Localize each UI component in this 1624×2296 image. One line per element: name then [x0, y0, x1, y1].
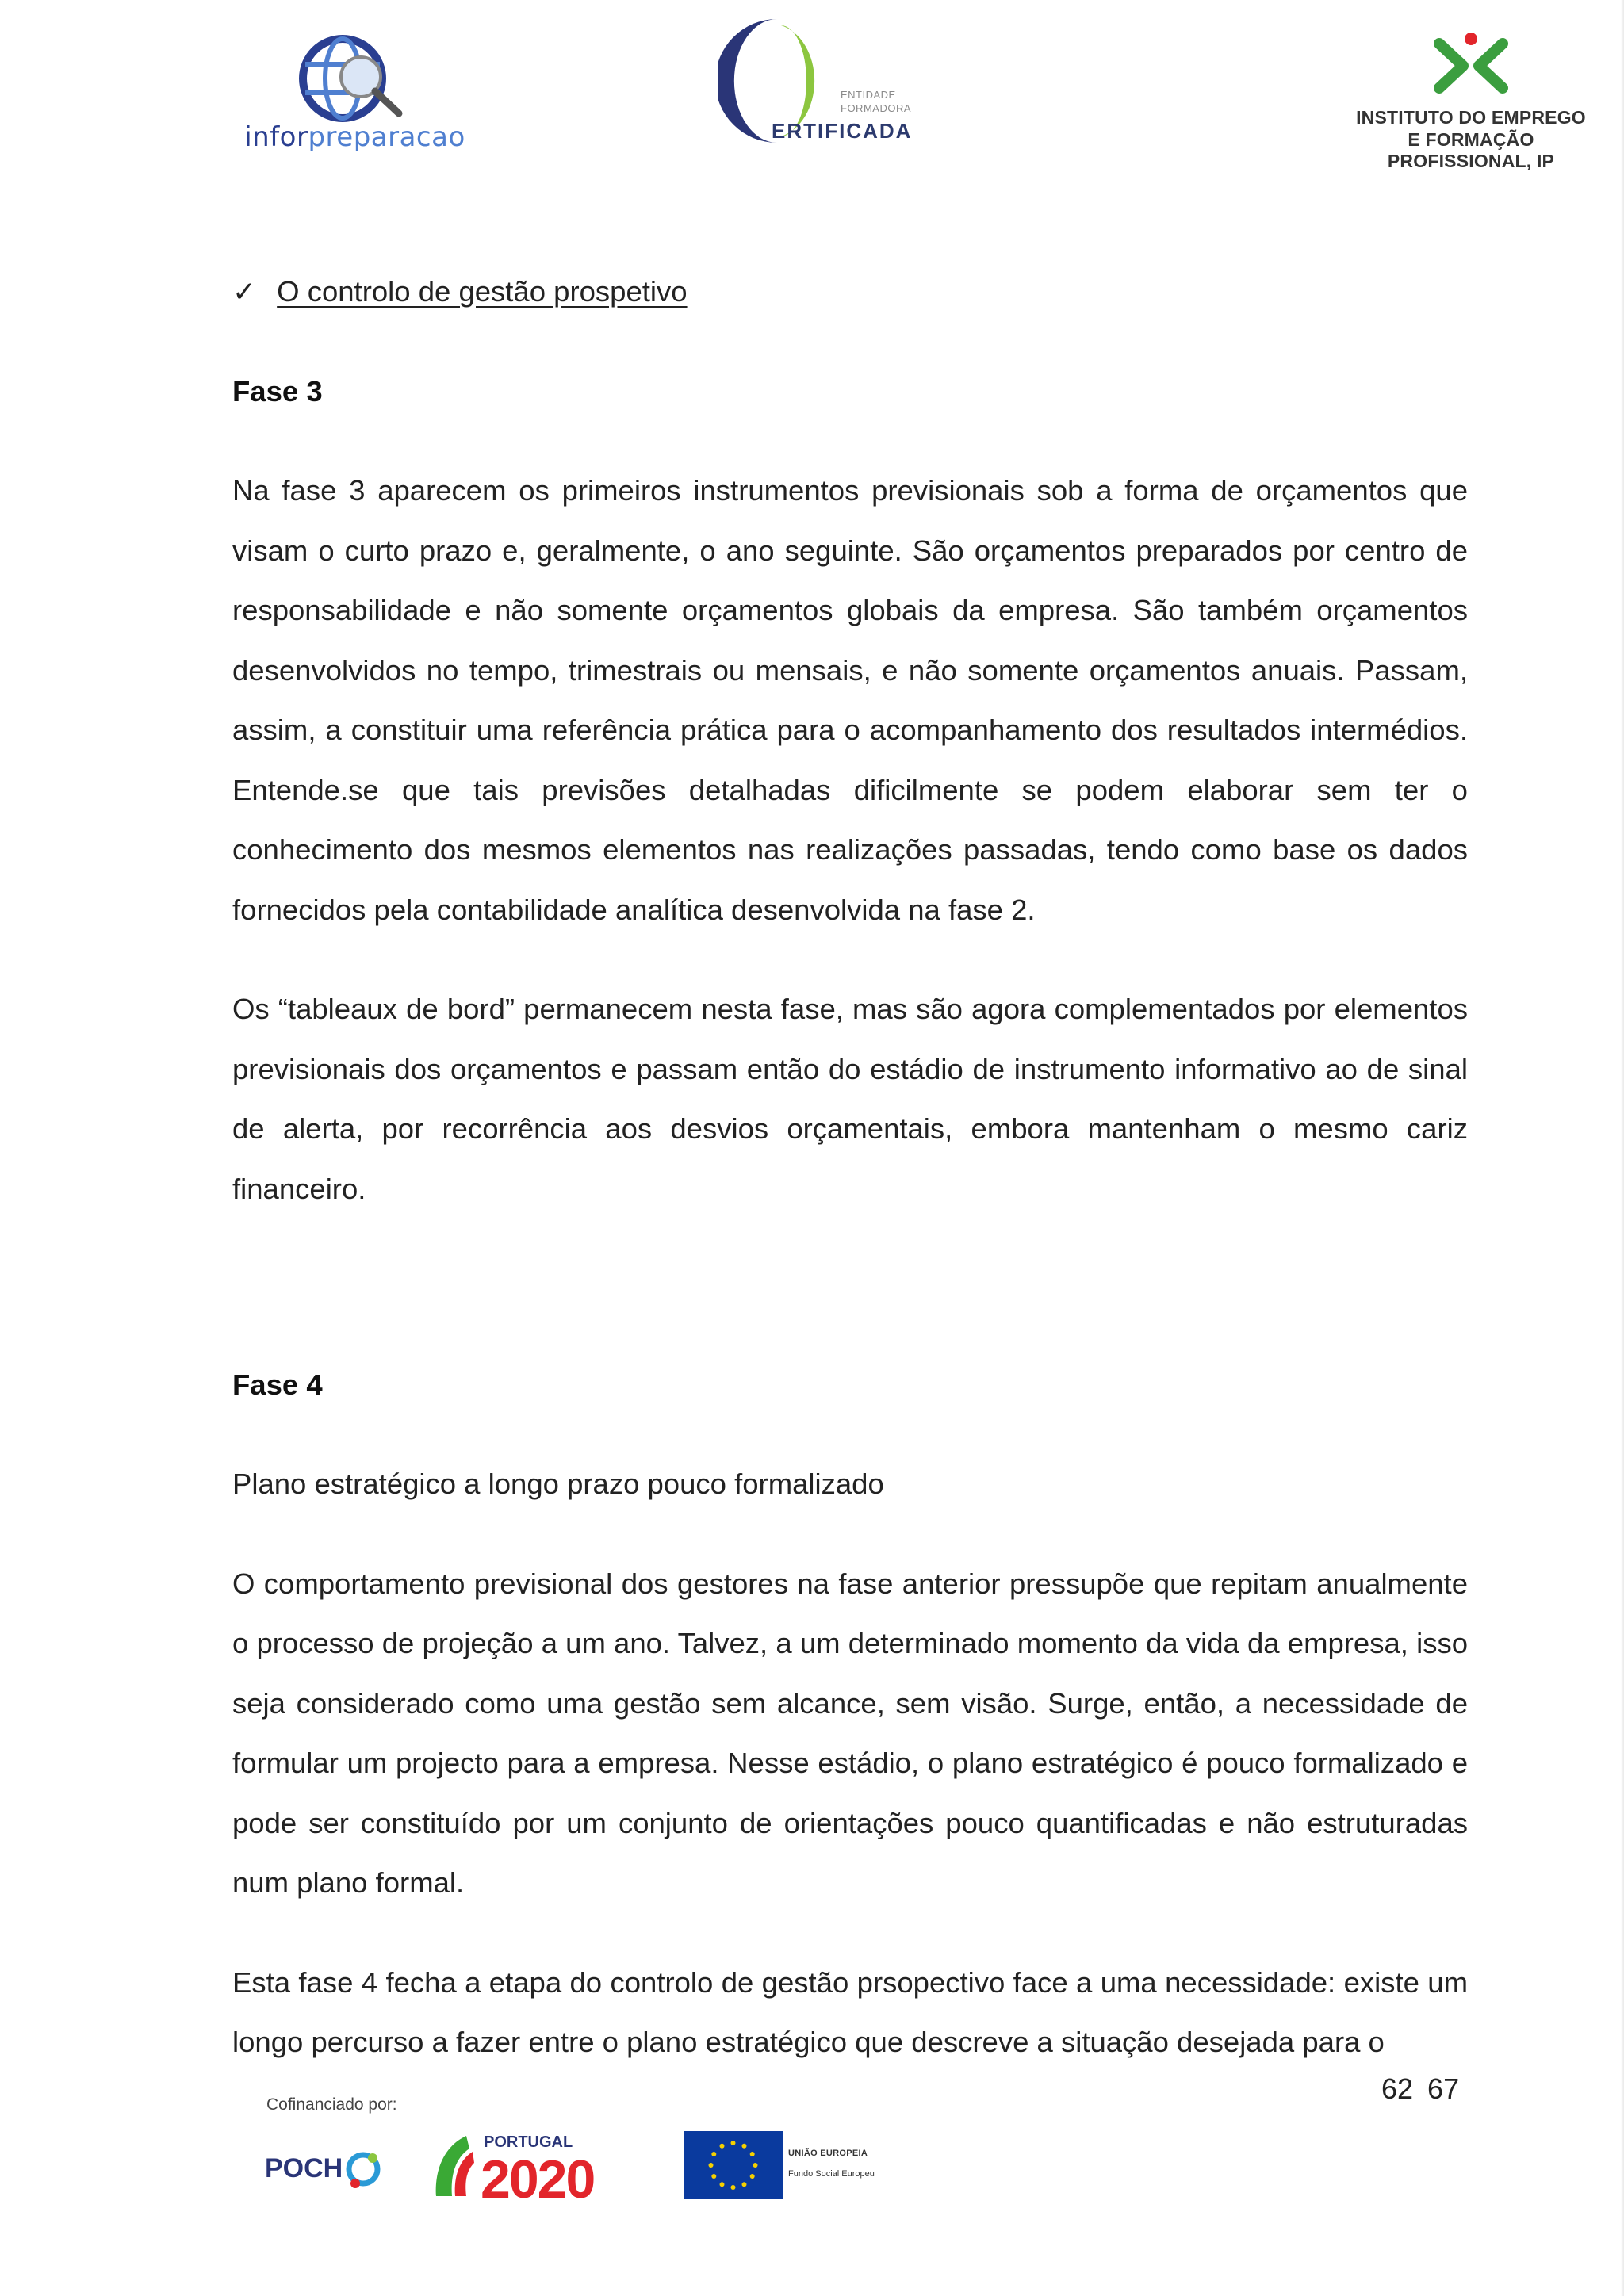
year-2020-text: 2020 — [481, 2149, 595, 2208]
fse-name-text: Fundo Social Europeu — [788, 2169, 875, 2179]
checklist-item — [232, 262, 1468, 322]
inforpreparacao-wordmark — [242, 121, 468, 153]
fase3-paragraph-2: Os “tableaux de bord” permanecem nesta fase, mas são agora complementados por elementos previsionais dos orçamentos e passam então do estádio de instrumento informativo ao de sinal de alerta, por recorrência aos desvios orçamentais, embora mantenham o mesmo cariz financeiro. — [232, 993, 1468, 1205]
iefp-name-line1: INSTITUTO DO EMPREGO — [1356, 107, 1586, 128]
poch-mark-icon — [262, 2125, 396, 2204]
portugal-2020-icon — [428, 2125, 650, 2208]
portugal-text: PORTUGAL — [484, 2133, 573, 2151]
section-title: O controlo de gestão prospetivo — [277, 275, 688, 308]
document-body — [232, 262, 1468, 2072]
iefp-x-icon — [1340, 28, 1602, 99]
fase4-paragraph-2: Esta fase 4 fecha a etapa do controlo de gestão prsopectivo face a uma necessidade: existe um longo percurso a fazer entre o plano estratégico que descreve a situação desejada para o — [232, 1965, 1468, 2058]
iefp-logo — [1340, 28, 1602, 171]
fase3-heading: Fase 3 — [232, 375, 323, 408]
poch-logo — [262, 2125, 396, 2204]
iefp-name-line2: E FORMAÇÃO PROFISSIONAL, IP — [1387, 129, 1555, 171]
fase4-heading: Fase 4 — [232, 1368, 323, 1401]
cofinanciado-label: Cofinanciado por: — [266, 2095, 397, 2114]
page-number: 62 67 — [1381, 2072, 1460, 2105]
wordmark-part-infor: infor — [244, 121, 308, 153]
dgert-certificada-logo — [718, 10, 924, 152]
uniao-europeia-logo — [684, 2131, 914, 2199]
fase3-paragraph-1: Na fase 3 aparecem os primeiros instrumentos previsionais sob a forma de orçamentos que visam o curto prazo e, geralmente, o ano seguinte. São orçamentos preparados por centro de responsabilidade e não somente orçamentos globais da empresa. São também orçamentos desenvolvidos no tempo, trimestrais ou mensais, e não somente orçamentos anuais. Passam, assim, a constituir uma referência prática para o acompanhamento dos resultados intermédios. Entende.se que tais previsões detalhadas dificilmente se podem elaborar sem ter o conhecimento dos mesmos elementos nas realizações passadas, tendo como base os dados fornecidos pela contabilidade analítica desenvolvida na fase 2. — [232, 474, 1468, 926]
globe-magnifier-icon — [242, 28, 468, 123]
fase4-subtitle: Plano estratégico a longo prazo pouco formalizado — [232, 1468, 884, 1500]
portugal-2020-logo — [428, 2125, 650, 2208]
dgert-vertical-text: DGERT — [756, 56, 776, 98]
poch-text: POCH — [265, 2153, 343, 2183]
dgert-certificada-text: ERTIFICADA — [772, 119, 913, 143]
inforpreparacao-logo — [242, 28, 468, 163]
page-edge-shadow — [1621, 0, 1624, 2296]
dgert-formadora-text: FORMADORA — [841, 102, 911, 114]
dgert-entidade-text: ENTIDADE — [841, 89, 896, 101]
fase4-paragraph-1: O comportamento previsional dos gestores na fase anterior pressupõe que repitam anualmente o processo de projeção a um ano. Talvez, a um determinado momento da vida da empresa, isso seja considerado como uma gestão sem alcance, sem visão. Surge, então, a necessidade de formular um projecto para a empresa. Nesse estádio, o plano estratégico é pouco formalizado e pode ser constituído por um conjunto de orientações pouco quantificadas e não estruturadas num plano formal. — [232, 1567, 1468, 1899]
wordmark-part-preparacao: preparacao — [308, 121, 465, 153]
checkmark-icon: ✓ — [232, 276, 257, 308]
eu-flag-icon — [684, 2131, 783, 2199]
eu-name-text: UNIÃO EUROPEIA — [788, 2149, 868, 2158]
